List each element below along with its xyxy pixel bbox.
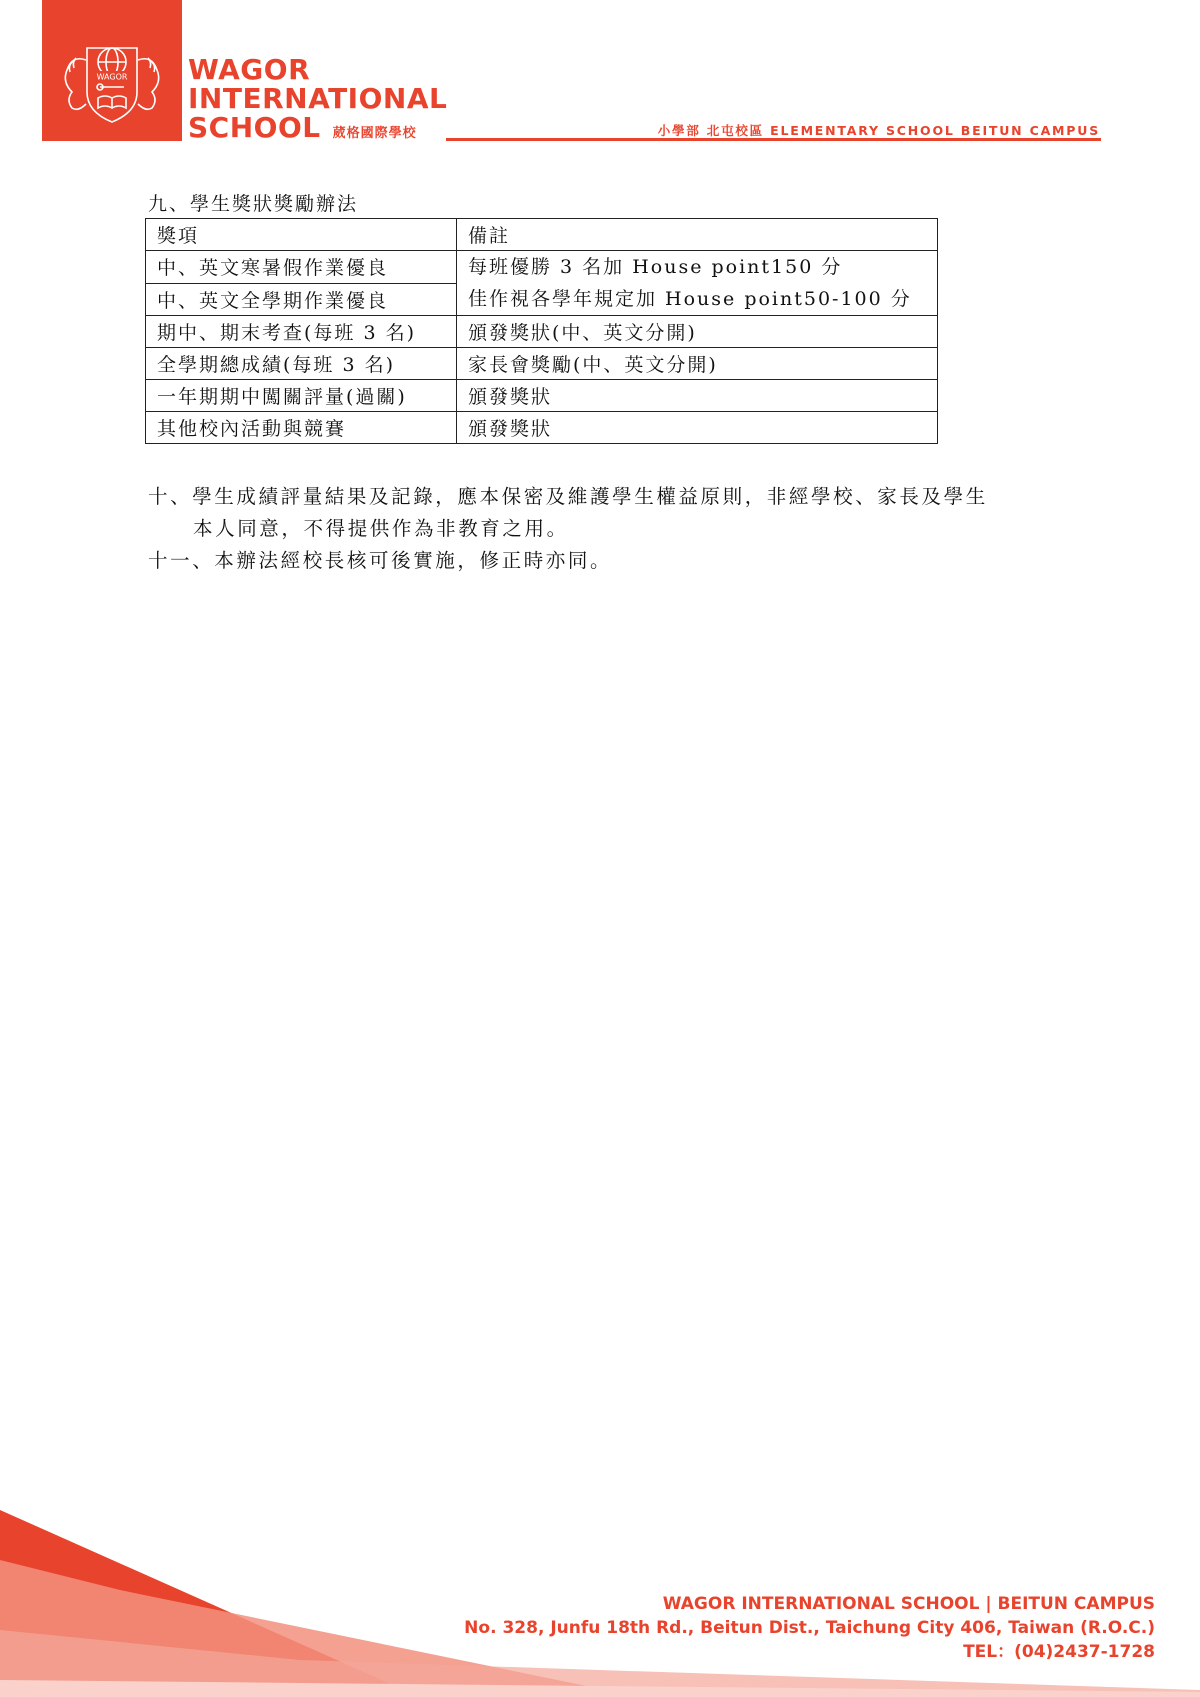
header-divider [446, 138, 1101, 141]
table-header-row [146, 219, 938, 251]
logo-crest-text: WAGOR [96, 72, 128, 82]
section-11-text: 十一、本辦法經校長核可後實施，修正時亦同。 [148, 549, 613, 572]
section-10-line2: 本人同意，不得提供作為非教育之用。 [193, 517, 569, 540]
table-cell-award: 其他校內活動與競賽 [146, 412, 457, 444]
brand-school-row [188, 113, 447, 148]
table-cell-remark-merged [457, 251, 938, 316]
table-cell-remark: 頒發獎狀(中、英文分開) [457, 316, 938, 348]
footer-address: No. 328, Junfu 18th Rd., Beitun Dist., Taichung City 406, Taiwan (R.O.C.) [464, 1618, 1155, 1638]
brand-line-school: SCHOOL [188, 111, 321, 144]
school-name [188, 55, 447, 148]
table-cell-remark: 家長會獎勵(中、英文分開) [457, 348, 938, 380]
table-cell-award: 全學期總成績(每班 3 名) [146, 348, 457, 380]
brand-chinese-name: 葳格國際學校 [332, 126, 417, 141]
table-cell-award: 期中、期末考查(每班 3 名) [146, 316, 457, 348]
table-cell-award: 中、英文寒暑假作業優良 [146, 251, 457, 284]
table-cell-award: 一年期期中闖關評量(過關) [146, 380, 457, 412]
table-row [146, 412, 938, 444]
table-row [146, 251, 938, 284]
remark-line: 佳作視各學年規定加 House point50-100 分 [468, 288, 912, 310]
brand-line-wagor: WAGOR [188, 53, 311, 86]
lion-crest-icon [42, 0, 182, 141]
footer-school-campus: WAGOR INTERNATIONAL SCHOOL | BEITUN CAMPUS [662, 1594, 1155, 1614]
table-header-award: 獎項 [146, 219, 457, 251]
footer-phone: TEL：(04)2437-1728 [963, 1642, 1155, 1662]
school-logo [42, 0, 182, 141]
brand-line-international: INTERNATIONAL [188, 82, 448, 115]
table-row [146, 380, 938, 412]
table-row [146, 348, 938, 380]
section-10-line1: 十、學生成績評量結果及記錄，應本保密及維護學生權益原則，非經學校、家長及學生 [148, 485, 988, 508]
table-header-remark: 備註 [457, 219, 938, 251]
table-cell-remark: 頒發獎狀 [457, 412, 938, 444]
remark-line: 每班優勝 3 名加 House point150 分 [468, 256, 843, 278]
table-cell-award: 中、英文全學期作業優良 [146, 283, 457, 316]
footer-contact [464, 1592, 1155, 1664]
table-row [146, 316, 938, 348]
section-9-title: 九、學生獎狀獎勵辦法 [148, 193, 359, 215]
table-cell-remark: 頒發獎狀 [457, 380, 938, 412]
campus-label: 小學部 北屯校區 ELEMENTARY SCHOOL BEITUN CAMPUS [657, 123, 1100, 138]
awards-table [145, 218, 938, 444]
